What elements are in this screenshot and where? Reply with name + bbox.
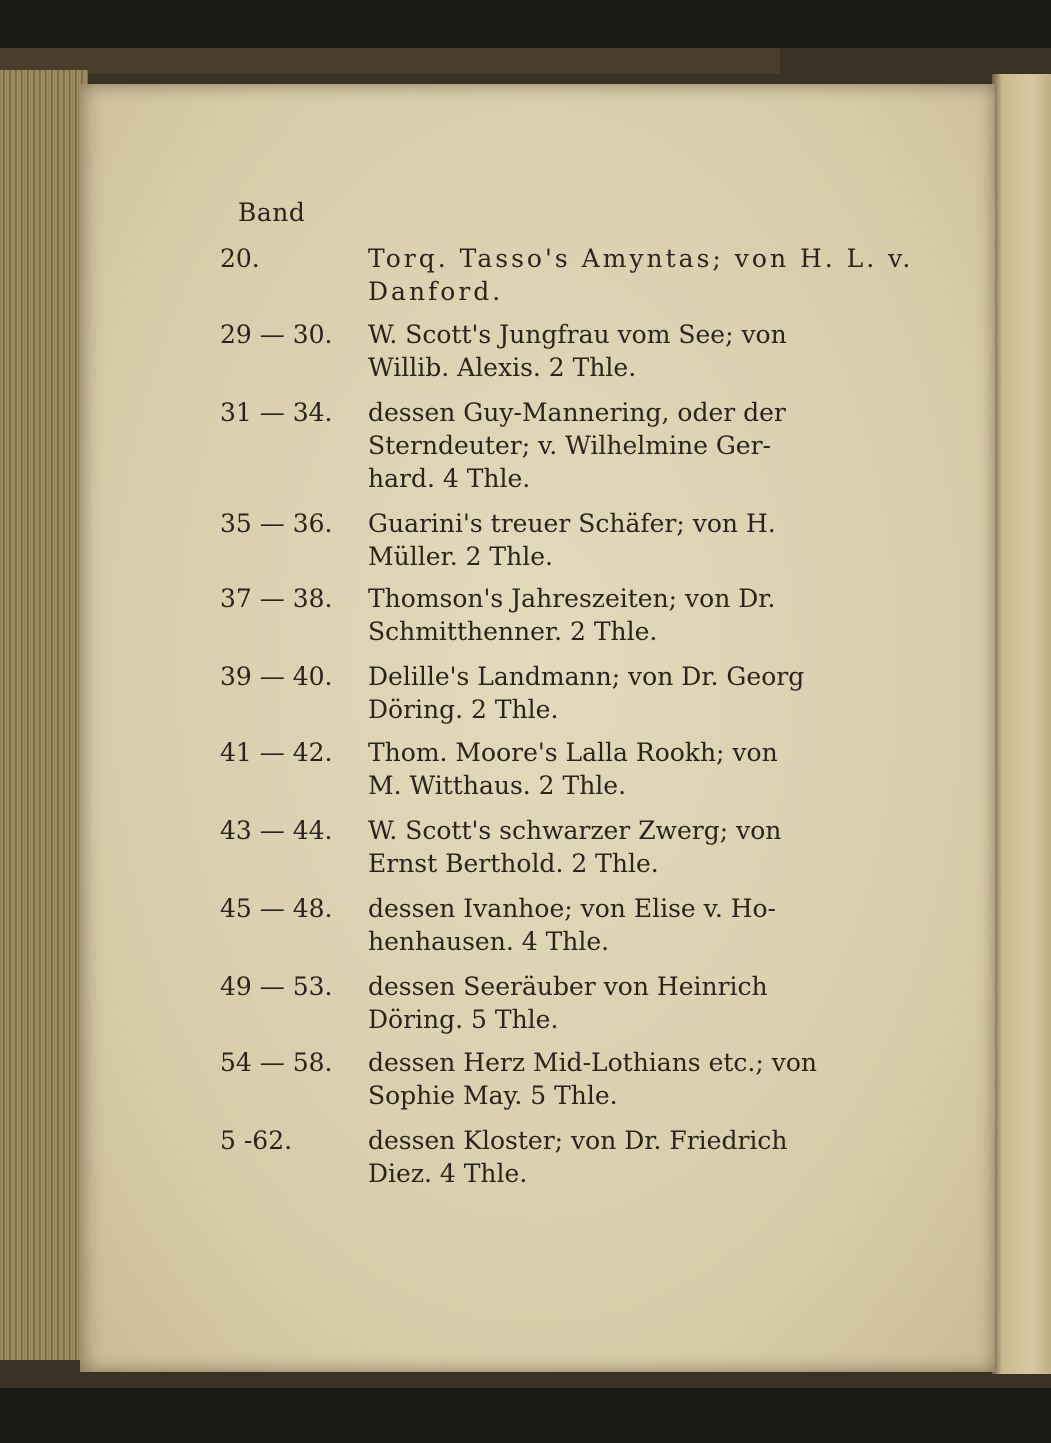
entry-line: Döring. 5 Thle. <box>368 1005 559 1034</box>
entry-line: Guarini's treuer Schäfer; von H. <box>368 509 776 538</box>
entry-line: Thom. Moore's Lalla Rookh; von <box>368 738 778 767</box>
entry-line: dessen Kloster; von Dr. Friedrich <box>368 1126 788 1155</box>
entry-line: M. Witthaus. 2 Thle. <box>368 771 627 800</box>
volume-number: 5 -62. <box>220 1126 293 1155</box>
volume-number: 43 — 44. <box>220 816 333 845</box>
volume-number: 37 — 38. <box>220 584 333 613</box>
entry-line: Delille's Landmann; von Dr. Georg <box>368 662 805 691</box>
entry-line: dessen Guy-Mannering, oder der <box>368 398 786 427</box>
volume-number: 31 — 34. <box>220 398 333 427</box>
volume-number: 54 — 58. <box>220 1048 333 1077</box>
volume-number: 45 — 48. <box>220 894 333 923</box>
entry-line: Sterndeuter; v. Wilhelmine Ger- <box>368 431 771 460</box>
entry-line: Danford. <box>368 277 504 306</box>
entry-line: hard. 4 Thle. <box>368 464 531 493</box>
entry-line: Müller. 2 Thle. <box>368 542 553 571</box>
entry-line: Döring. 2 Thle. <box>368 695 559 724</box>
entry-line: W. Scott's Jungfrau vom See; von <box>368 320 787 349</box>
volume-number: 35 — 36. <box>220 509 333 538</box>
entry-line: dessen Ivanhoe; von Elise v. Ho- <box>368 894 777 923</box>
entry-line: Ernst Berthold. 2 Thle. <box>368 849 659 878</box>
volume-number: 39 — 40. <box>220 662 333 691</box>
entry-line: Diez. 4 Thle. <box>368 1159 528 1188</box>
volume-number: 20. <box>220 244 260 273</box>
entry-line: Schmitthenner. 2 Thle. <box>368 617 658 646</box>
entry-line: Willib. Alexis. 2 Thle. <box>368 353 637 382</box>
entry-line: henhausen. 4 Thle. <box>368 927 610 956</box>
column-header: Band <box>238 198 306 227</box>
entry-line: Torq. Tasso's Amyntas; von H. L. v. <box>368 244 914 273</box>
volume-number: 49 — 53. <box>220 972 333 1001</box>
entry-line: W. Scott's schwarzer Zwerg; von <box>368 816 782 845</box>
entry-line: dessen Herz Mid-Lothians etc.; von <box>368 1048 818 1077</box>
volume-number: 41 — 42. <box>220 738 333 767</box>
volume-number: 29 — 30. <box>220 320 333 349</box>
entry-line: dessen Seeräuber von Heinrich <box>368 972 768 1001</box>
entry-line: Sophie May. 5 Thle. <box>368 1081 618 1110</box>
entry-line: Thomson's Jahreszeiten; von Dr. <box>368 584 776 613</box>
